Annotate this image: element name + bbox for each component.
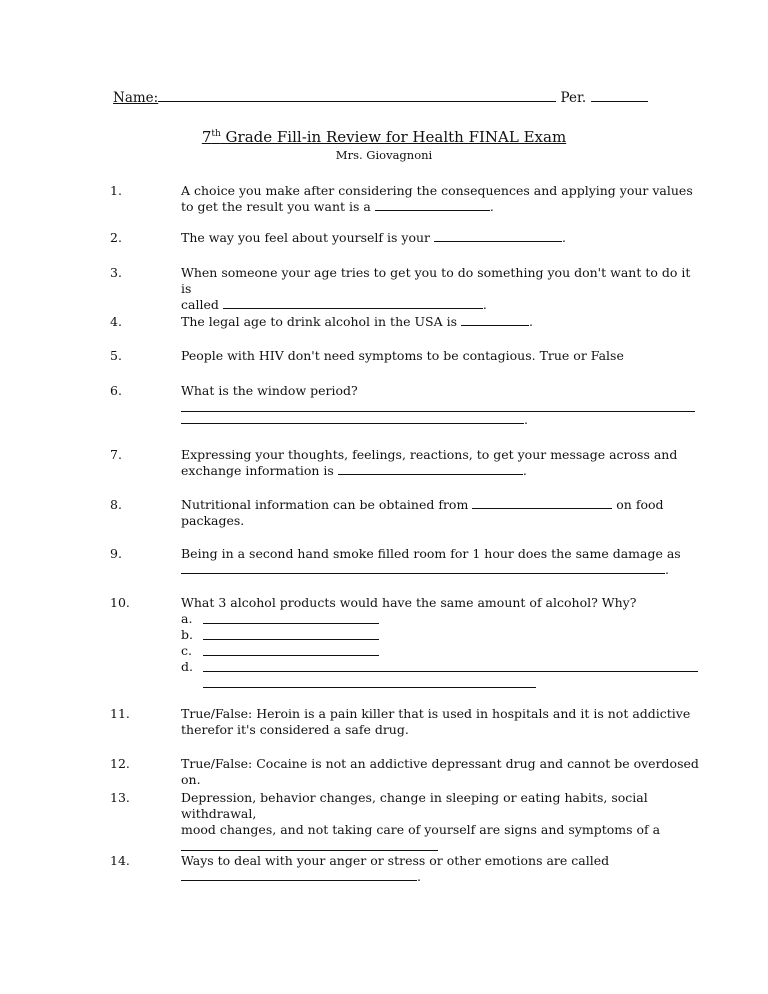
question-1: 1. A choice you make after considering the consequences and applying your values to get the result you want is a .	[110, 183, 693, 214]
answer-line-13[interactable]	[181, 838, 438, 851]
answer-line-10a[interactable]	[203, 623, 379, 624]
question-14: 14. Ways to deal with your anger or stress or other emotions are called .	[110, 853, 610, 884]
question-9: 9. Being in a second hand smoke filled room for 1 hour does the same damage as .	[110, 546, 681, 577]
period-label: Per.	[560, 90, 587, 106]
answer-line-6a[interactable]	[181, 399, 695, 412]
question-11: 11. True/False: Heroin is a pain killer that is used in hospitals and it is not addictive therefor it's considered a safe drug.	[110, 706, 691, 737]
answer-line-10d[interactable]	[203, 671, 698, 672]
answer-line-10c[interactable]	[203, 655, 379, 656]
answer-blank-3[interactable]	[223, 297, 483, 309]
sub-answer-a: a.	[181, 611, 701, 627]
answer-blank-8[interactable]	[472, 497, 612, 509]
question-4: 4. The legal age to drink alcohol in the USA is .	[110, 314, 533, 329]
answer-blank-1[interactable]	[375, 199, 490, 211]
name-label: Name:	[113, 90, 159, 106]
question-3: 3. When someone your age tries to get you to do something you don't want to do it is called .	[110, 265, 691, 312]
answer-line-6b[interactable]	[181, 412, 524, 424]
question-7: 7. Expressing your thoughts, feelings, reactions, to get your message across and exchange information is .	[110, 447, 678, 478]
question-6: 6. What is the window period? .	[110, 383, 710, 428]
question-2: 2. The way you feel about yourself is your .	[110, 230, 566, 245]
sub-answer-d-continued	[181, 675, 701, 691]
answer-line-10b[interactable]	[203, 639, 379, 640]
answer-line-9[interactable]	[181, 562, 665, 574]
sub-answer-d: d.	[181, 659, 701, 675]
period-field[interactable]	[591, 90, 648, 102]
question-5: 5. People with HIV don't need symptoms to be contagious. True or False	[110, 348, 624, 363]
answer-line-10e[interactable]	[203, 687, 536, 688]
sub-answer-b: b.	[181, 627, 701, 643]
teacher-name: Mrs. Giovagnoni	[335, 148, 433, 162]
page-title: 7th Grade Fill-in Review for Health FINAL Exam	[201, 128, 567, 146]
answer-blank-2[interactable]	[434, 230, 562, 242]
answer-line-14[interactable]	[181, 869, 417, 881]
question-8: 8. Nutritional information can be obtained from on food packages.	[110, 497, 664, 528]
answer-blank-4[interactable]	[461, 314, 529, 326]
question-13: 13. Depression, behavior changes, change in sleeping or eating habits, social withdrawal, mood changes, and not taking care of yourself are signs and symptoms of a	[110, 790, 710, 851]
name-period-line	[113, 90, 653, 106]
sub-answer-c: c.	[181, 643, 701, 659]
answer-blank-7[interactable]	[338, 463, 523, 475]
question-10: 10. What 3 alcohol products would have the same amount of alcohol? Why? a. b. c. d.	[110, 595, 710, 691]
name-field[interactable]	[158, 90, 556, 102]
question-12: 12. True/False: Cocaine is not an addictive depressant drug and cannot be overdosed on.	[110, 756, 699, 787]
